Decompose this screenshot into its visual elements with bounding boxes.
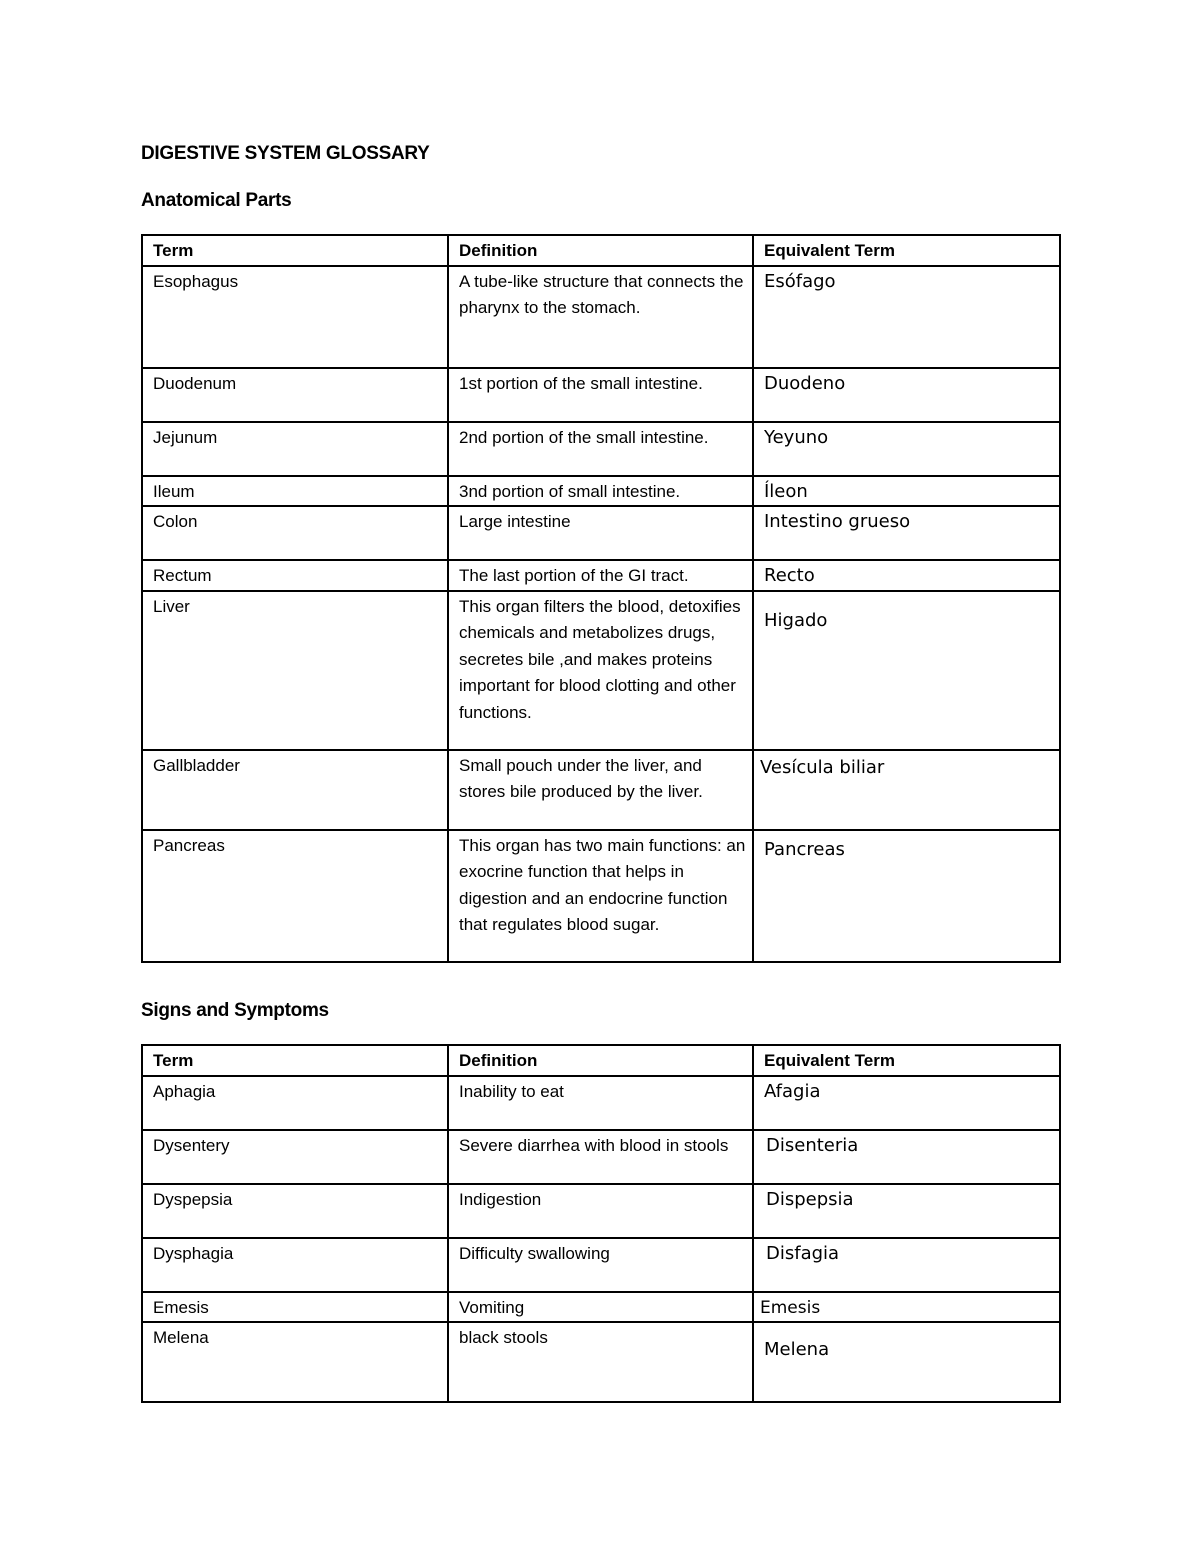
header-term: Term (142, 235, 448, 266)
equivalent-cell: Disfagia (753, 1238, 1060, 1292)
table-row (142, 1130, 1060, 1184)
term-cell: Gallbladder (142, 750, 448, 830)
table-row (142, 560, 1060, 591)
term-cell: Pancreas (142, 830, 448, 962)
table-row (142, 1292, 1060, 1323)
anatomical-parts-table (141, 234, 1061, 963)
equivalent-cell: Higado (753, 591, 1060, 750)
definition-cell: Indigestion (448, 1184, 753, 1238)
definition-cell: Vomiting (448, 1292, 753, 1323)
term-cell: Rectum (142, 560, 448, 591)
definition-cell: A tube-like structure that connects the pharynx to the stomach. (448, 266, 753, 368)
table-row (142, 1076, 1060, 1130)
table-header-row (142, 1045, 1060, 1076)
term-cell: Dysphagia (142, 1238, 448, 1292)
table-row (142, 422, 1060, 476)
table-row (142, 830, 1060, 962)
definition-cell: Severe diarrhea with blood in stools (448, 1130, 753, 1184)
table-row (142, 506, 1060, 560)
section-heading-symptoms: Signs and Symptoms (141, 1000, 329, 1021)
table-row (142, 476, 1060, 507)
header-equivalent-term: Equivalent Term (753, 235, 1060, 266)
table-row (142, 368, 1060, 422)
definition-cell: 1st portion of the small intestine. (448, 368, 753, 422)
table-row (142, 750, 1060, 830)
table-row (142, 1238, 1060, 1292)
definition-cell: 3nd portion of small intestine. (448, 476, 753, 507)
header-definition: Definition (448, 1045, 753, 1076)
term-cell: Liver (142, 591, 448, 750)
equivalent-cell: Recto (753, 560, 1060, 591)
table-header-row (142, 235, 1060, 266)
equivalent-cell: Yeyuno (753, 422, 1060, 476)
table-row (142, 591, 1060, 750)
equivalent-cell: Intestino grueso (753, 506, 1060, 560)
definition-cell: black stools (448, 1322, 753, 1402)
signs-symptoms-table (141, 1044, 1061, 1403)
header-definition: Definition (448, 235, 753, 266)
term-cell: Dysentery (142, 1130, 448, 1184)
equivalent-cell: Disenteria (753, 1130, 1060, 1184)
equivalent-cell: Pancreas (753, 830, 1060, 962)
equivalent-cell: Emesis (753, 1292, 1060, 1323)
equivalent-cell: Esófago (753, 266, 1060, 368)
equivalent-cell: Dispepsia (753, 1184, 1060, 1238)
definition-cell: Small pouch under the liver, and stores bile produced by the liver. (448, 750, 753, 830)
header-term: Term (142, 1045, 448, 1076)
term-cell: Jejunum (142, 422, 448, 476)
term-cell: Duodenum (142, 368, 448, 422)
term-cell: Ileum (142, 476, 448, 507)
term-cell: Esophagus (142, 266, 448, 368)
equivalent-cell: Afagia (753, 1076, 1060, 1130)
definition-cell: This organ filters the blood, detoxifies chemicals and metabolizes drugs, secretes bile ,and makes proteins important for blood clotting and other functions. (448, 591, 753, 750)
term-cell: Melena (142, 1322, 448, 1402)
definition-cell: Difficulty swallowing (448, 1238, 753, 1292)
definition-cell: Large intestine (448, 506, 753, 560)
definition-cell: This organ has two main functions: an exocrine function that helps in digestion and an endocrine function that regulates blood sugar. (448, 830, 753, 962)
definition-cell: 2nd portion of the small intestine. (448, 422, 753, 476)
table-row (142, 1322, 1060, 1402)
table-row (142, 1184, 1060, 1238)
term-cell: Aphagia (142, 1076, 448, 1130)
term-cell: Dyspepsia (142, 1184, 448, 1238)
definition-cell: The last portion of the GI tract. (448, 560, 753, 591)
equivalent-cell: Vesícula biliar (753, 750, 1060, 830)
equivalent-cell: Melena (753, 1322, 1060, 1402)
equivalent-cell: Íleon (753, 476, 1060, 507)
section-heading-anatomical: Anatomical Parts (141, 190, 292, 211)
term-cell: Emesis (142, 1292, 448, 1323)
term-cell: Colon (142, 506, 448, 560)
header-equivalent-term: Equivalent Term (753, 1045, 1060, 1076)
document-title: DIGESTIVE SYSTEM GLOSSARY (141, 143, 430, 164)
equivalent-cell: Duodeno (753, 368, 1060, 422)
table-row (142, 266, 1060, 368)
definition-cell: Inability to eat (448, 1076, 753, 1130)
